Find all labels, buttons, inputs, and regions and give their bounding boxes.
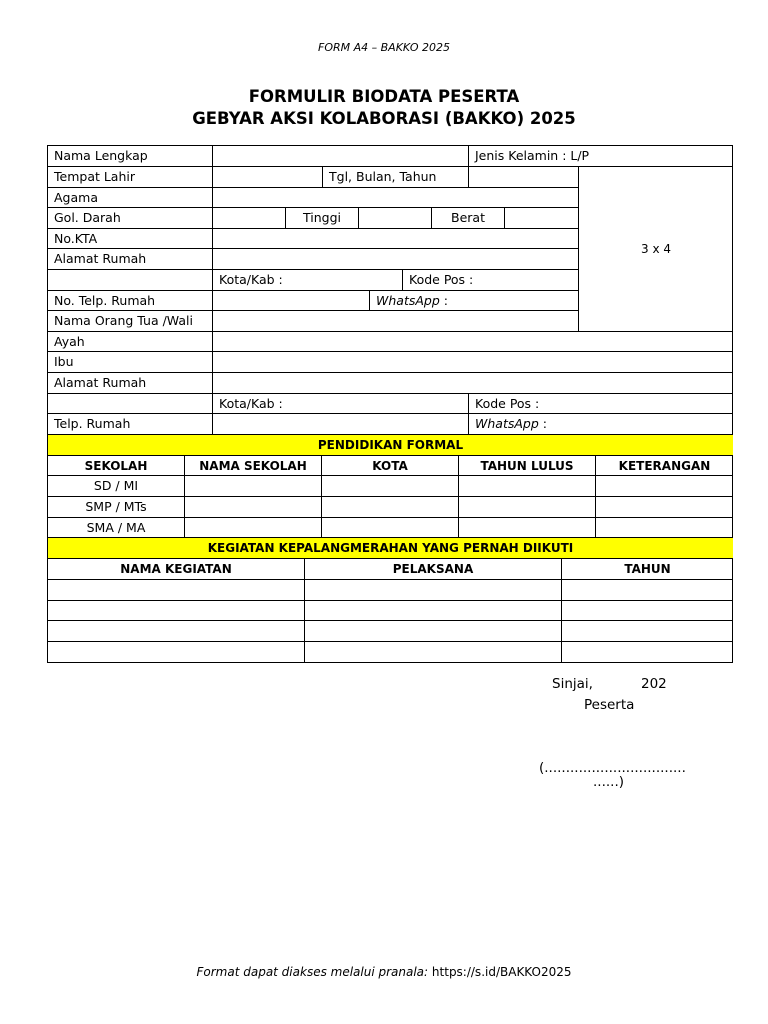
- biodata-form-table: [47, 145, 733, 663]
- row-sma-ma: SMA / MA: [48, 518, 185, 538]
- header-keterangan: KETERANGAN: [596, 456, 733, 476]
- label-nama-lengkap: Nama Lengkap: [48, 146, 213, 167]
- input-ayah[interactable]: [213, 332, 733, 352]
- label-tgl-bulan-tahun: Tgl, Bulan, Tahun: [323, 167, 469, 188]
- input-nama-orang-tua[interactable]: [213, 311, 579, 332]
- kegiatan-row-1-pelaksana[interactable]: [305, 580, 562, 601]
- label-alamat-rumah-ortu: Alamat Rumah: [48, 373, 213, 394]
- header-nama-sekolah: NAMA SEKOLAH: [185, 456, 322, 476]
- input-tgl-lahir[interactable]: [469, 167, 579, 188]
- kegiatan-row-4-nama[interactable]: [48, 642, 305, 662]
- whatsapp-ortu-colon: :: [538, 416, 547, 431]
- signature-year: 202: [641, 676, 667, 692]
- form-title: [0, 86, 768, 130]
- signature-role: Peserta: [584, 697, 635, 713]
- kegiatan-row-2-nama[interactable]: [48, 601, 305, 621]
- input-agama[interactable]: [213, 188, 579, 208]
- kegiatan-row-3-pelaksana[interactable]: [305, 621, 562, 642]
- input-sd-keterangan[interactable]: [596, 476, 733, 497]
- input-kota-kab-ortu[interactable]: Kota/Kab :: [213, 394, 469, 414]
- whatsapp-ortu-label: WhatsApp: [475, 416, 539, 431]
- input-sd-tahun[interactable]: [459, 476, 596, 497]
- label-alamat-rumah: Alamat Rumah: [48, 249, 213, 270]
- kegiatan-row-3-tahun[interactable]: [562, 621, 733, 642]
- label-jenis-kelamin[interactable]: Jenis Kelamin : L/P: [469, 146, 733, 167]
- input-sma-tahun[interactable]: [459, 518, 596, 538]
- input-berat[interactable]: [505, 208, 579, 229]
- kegiatan-row-1-tahun[interactable]: [562, 580, 733, 601]
- label-alamat-blank: [48, 270, 213, 291]
- input-sd-kota[interactable]: [322, 476, 459, 497]
- whatsapp-colon: :: [439, 293, 448, 308]
- input-sma-nama[interactable]: [185, 518, 322, 538]
- input-alamat-rumah-ortu[interactable]: [213, 373, 733, 394]
- title-line-2: GEBYAR AKSI KOLABORASI (BAKKO) 2025: [192, 109, 576, 128]
- label-alamat-ortu-blank: [48, 394, 213, 414]
- input-no-kta[interactable]: [213, 229, 579, 249]
- label-ayah: Ayah: [48, 332, 213, 352]
- kegiatan-row-4-tahun[interactable]: [562, 642, 733, 662]
- signature-place: Sinjai,: [552, 676, 593, 692]
- form-code: FORM A4 – BAKKO 2025: [318, 41, 450, 54]
- input-smp-keterangan[interactable]: [596, 497, 733, 518]
- input-smp-kota[interactable]: [322, 497, 459, 518]
- kegiatan-row-3-nama[interactable]: [48, 621, 305, 642]
- header-nama-kegiatan: NAMA KEGIATAN: [48, 559, 305, 580]
- input-gol-darah[interactable]: [213, 208, 286, 229]
- footer-link[interactable]: https://s.id/BAKKO2025: [431, 965, 572, 979]
- input-alamat-rumah[interactable]: [213, 249, 579, 270]
- input-sma-kota[interactable]: [322, 518, 459, 538]
- input-kota-kab[interactable]: Kota/Kab :: [213, 270, 403, 291]
- signature-line-2: ......): [593, 774, 625, 790]
- label-tempat-lahir: Tempat Lahir: [48, 167, 213, 188]
- row-sd-mi: SD / MI: [48, 476, 185, 497]
- label-nama-orang-tua: Nama Orang Tua /Wali: [48, 311, 213, 332]
- label-no-kta: No.KTA: [48, 229, 213, 249]
- label-berat: Berat: [432, 208, 505, 229]
- kegiatan-row-4-pelaksana[interactable]: [305, 642, 562, 662]
- label-tinggi: Tinggi: [286, 208, 359, 229]
- signature-line-1: (.................................: [539, 760, 686, 776]
- label-gol-darah: Gol. Darah: [48, 208, 213, 229]
- label-ibu: Ibu: [48, 352, 213, 373]
- input-sd-nama[interactable]: [185, 476, 322, 497]
- kegiatan-row-2-tahun[interactable]: [562, 601, 733, 621]
- input-kode-pos-ortu[interactable]: Kode Pos :: [469, 394, 733, 414]
- section-kegiatan: KEGIATAN KEPALANGMERAHAN YANG PERNAH DIIKUTI: [48, 538, 733, 559]
- label-agama: Agama: [48, 188, 213, 208]
- input-telp-rumah-ortu[interactable]: [213, 414, 469, 435]
- input-smp-tahun[interactable]: [459, 497, 596, 518]
- section-pendidikan-formal: PENDIDIKAN FORMAL: [48, 435, 733, 456]
- footer-note: [0, 965, 768, 979]
- footer-prefix: Format dapat diakses melalui pranala:: [196, 965, 429, 979]
- title-line-1: FORMULIR BIODATA PESERTA: [248, 87, 520, 106]
- input-smp-nama[interactable]: [185, 497, 322, 518]
- input-no-telp-rumah[interactable]: [213, 291, 370, 311]
- input-kode-pos[interactable]: Kode Pos :: [403, 270, 579, 291]
- input-tinggi[interactable]: [359, 208, 432, 229]
- whatsapp-label: WhatsApp: [376, 293, 440, 308]
- input-tempat-lahir[interactable]: [213, 167, 323, 188]
- label-telp-rumah-ortu: Telp. Rumah: [48, 414, 213, 435]
- input-ibu[interactable]: [213, 352, 733, 373]
- input-whatsapp-ortu[interactable]: [469, 414, 733, 435]
- kegiatan-row-1-nama[interactable]: [48, 580, 305, 601]
- header-sekolah: SEKOLAH: [48, 456, 185, 476]
- header-pelaksana: PELAKSANA: [305, 559, 562, 580]
- photo-size-label: 3 x 4: [641, 242, 671, 256]
- input-sma-keterangan[interactable]: [596, 518, 733, 538]
- input-nama-lengkap[interactable]: [213, 146, 469, 167]
- photo-placeholder: [579, 167, 733, 332]
- input-whatsapp[interactable]: [370, 291, 579, 311]
- row-smp-mts: SMP / MTs: [48, 497, 185, 518]
- kegiatan-row-2-pelaksana[interactable]: [305, 601, 562, 621]
- header-kota: KOTA: [322, 456, 459, 476]
- header-tahun: TAHUN: [562, 559, 733, 580]
- header-tahun-lulus: TAHUN LULUS: [459, 456, 596, 476]
- label-no-telp-rumah: No. Telp. Rumah: [48, 291, 213, 311]
